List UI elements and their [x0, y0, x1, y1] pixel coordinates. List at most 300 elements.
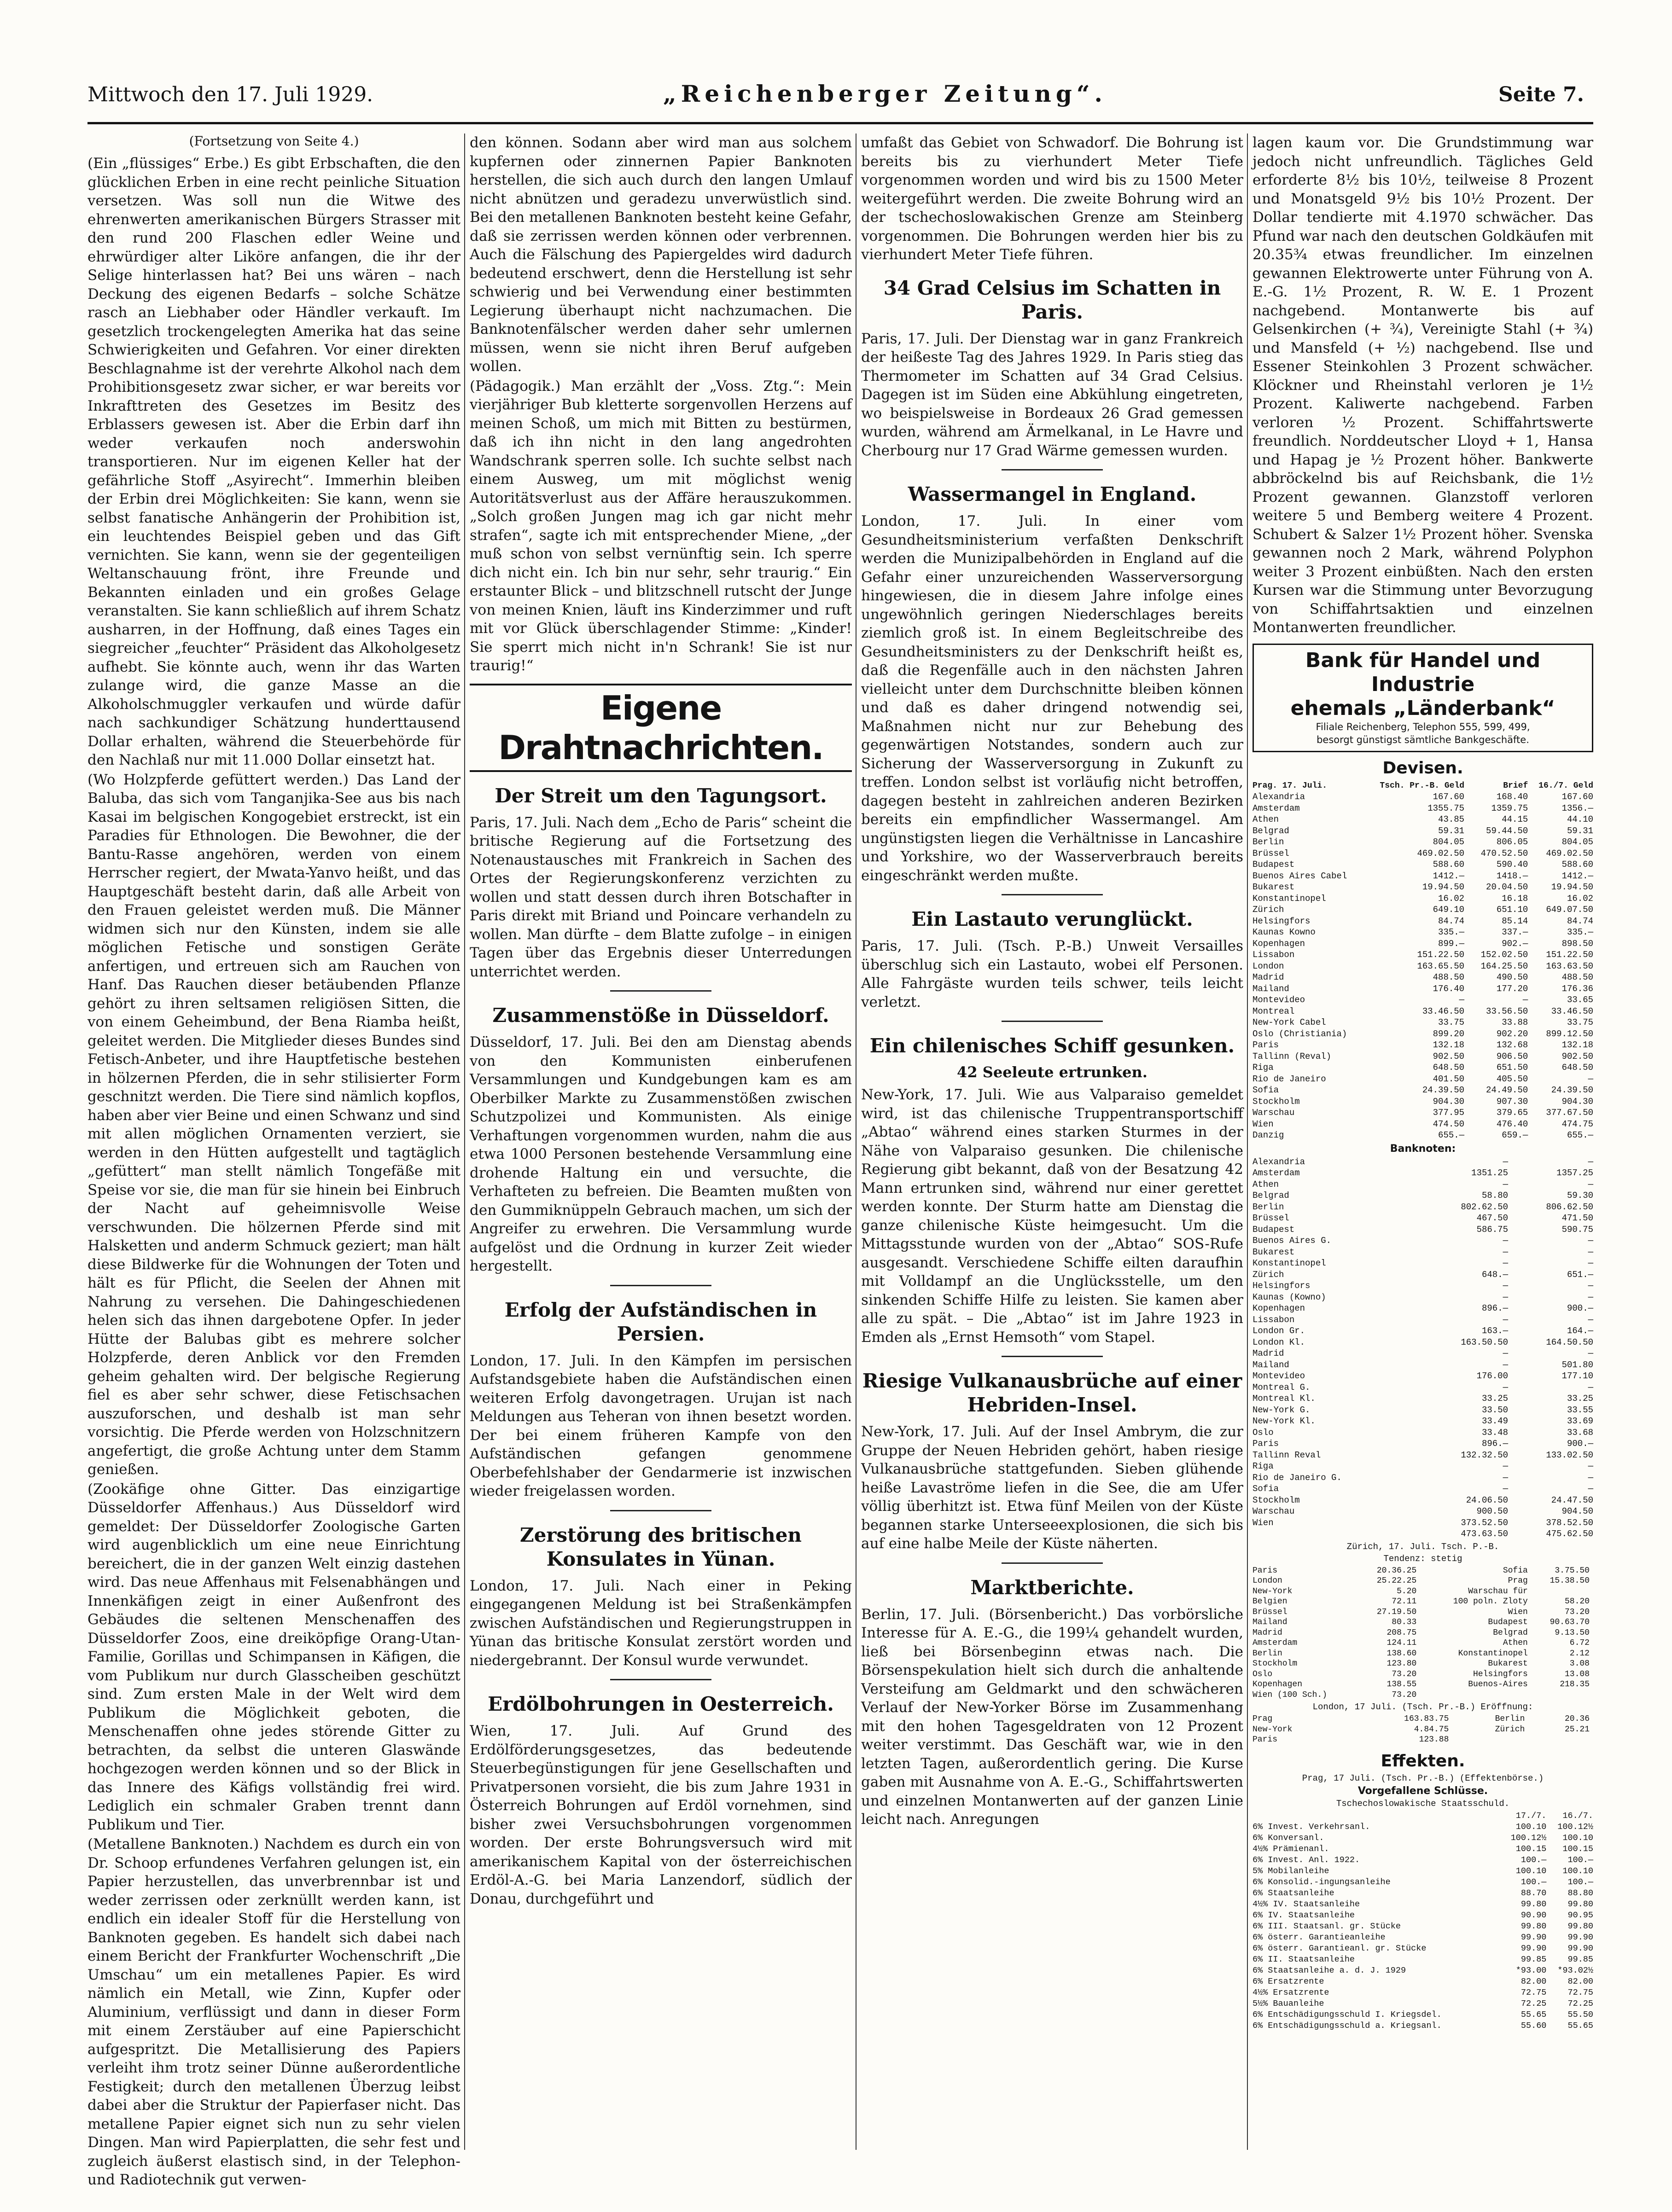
effekten-row	[1253, 1932, 1593, 1943]
banknoten-row	[1253, 1224, 1593, 1236]
london-row-cell: 123.88	[1419, 1735, 1449, 1744]
zuerich-row-cell: 73.20	[1392, 1690, 1417, 1700]
banknoten-row-cell: 33.68	[1567, 1427, 1593, 1438]
devisen-row	[1253, 994, 1593, 1006]
bank-address: Filiale Reichenberg, Telephon 555, 599, 499,	[1316, 721, 1530, 732]
banknoten-row-cell: 651.—	[1567, 1269, 1593, 1280]
zuerich-row-cell	[1532, 1586, 1593, 1597]
devisen-row	[1253, 983, 1593, 995]
article-text: London, 17. Juli. In einer vom Gesundheitsministerium verfaßten Denkschrift werden die Munizipalbehörden in England auf die Gefahr einer unzureichenden Wasserversorgung hingewiesen, die in diesem Jahre infolge eines ungewöhnlich geringen Niederschlages bereits ziemlich groß ist. In einem Begleitschreibe des Gesundheitsministers zu der Denkschrift heißt es, daß die Regenfälle auch in den nächsten Jahren vielleicht unter dem Durchschnitte bleiben können und daß es daher dringend notwendig sei, Maßnahmen nicht nur zur Behebung des gegenwärtigen Notstandes, sondern auch zur Sicherung der Wasserversorgung in Zukunft zu treffen. London selbst ist vorläufig nicht betroffen, dagegen besteht in zahlreichen anderen Bezirken bereits ein empfindlicher Wassermangel. Am ungünstigsten liegen die Verhältnisse in Lancashire und Yorkshire, wo der Wasserverbrauch bereits eingeschränkt werden mußte.	[861, 513, 1243, 884]
devisen-row-cell: 164.25.50	[1480, 961, 1528, 971]
zuerich-row-cell: Prag	[1508, 1576, 1528, 1585]
separator	[610, 1679, 711, 1680]
effekten-header-row	[1253, 1811, 1593, 1822]
effekten-row-cell: 100.15	[1515, 1844, 1547, 1854]
effekten-row-cell: 88.70	[1521, 1888, 1547, 1898]
separator	[1002, 1562, 1103, 1564]
article-text: New-York, 17. Juli. Auf der Insel Ambrym, die zur Gruppe der Neuen Hebriden gehört, haben riesige Vulkanausbrüche stattgefunden. Sieben glühende heiße Lavaströme liefen in die See, die am Ufer völlig überhitzt ist. Etwa fünf Meilen von der Küste begannen starke Unterseeexplosionen, die sich bis auf eine halbe Meile der Küste näherten.	[861, 1423, 1243, 1552]
devisen-row	[1253, 814, 1593, 825]
article-paragraph: (Ein „flüssiges“ Erbe.) Es gibt Erbschaften, die den glücklichen Erben in eine recht peinliche Situation versetzen. Was soll nun die Witwe des ehrenwerten amerikanischen Bürgers Strasser mit den rund 200 Flaschen edler Weine und ehrwürdiger alter Liköre anfangen, die ihr der Selige hinterlassen hat? Bei uns wären – nach Deckung des eigenen Bedarfs – solche Schätze rasch an Liebhaber oder Händler verkauft. Im gesetzlich trockengelegten Amerika hat das seine Schwierigkeiten und Gefahren. Vor einer direkten Beschlagnahme ist der verehrte Alkohol nach dem Prohibitionsgesetz zwar sicher, er war bereits vor Inkrafttreten des Gesetzes im Besitz des Erblassers gewesen ist. Aber die Erbin darf ihn weder verkaufen noch anderswohin transportieren. Nur im eigenen Keller hat der gefährliche Stoff „Asyirecht“. Immerhin bleiben der Erbin drei Möglichkeiten: Sie kann, wenn sie selbst fanatische Anhängerin der Prohibition ist, ein leuchtendes Beispiel geben und das Gift vernichten. Sie kann, wenn sie der gegenteiligen Weltanschauung frönt, ihre Freunde und Bekannten einladen und ein großes Gelage veranstalten. Sie kann schließlich auf ihrem Schatz ausharren, in der Hoffnung, daß eines Tages ein siegreicher „feuchter“ Präsident das Alkoholgesetz aufhebt. Sie könnte auch, wenn ihr das Warten zulange wird, die ganze Masse an die Alkoholschmuggler verkaufen und würde dafür nach sachkundiger Schätzung hunderttausend Dollar erhalten, während die Steuerbehörde für den Nachlaß nur mit 11.000 Dollar einsetzt hat.	[87, 155, 460, 768]
banknoten-row-cell: 33.49	[1481, 1416, 1508, 1426]
devisen-row-cell: 132.68	[1496, 1040, 1528, 1050]
banknoten-row-cell: —	[1588, 1292, 1593, 1302]
effekten-table	[1253, 1811, 1593, 2032]
effekten-row	[1253, 1987, 1593, 1998]
effekten-row	[1253, 1965, 1593, 1976]
devisen-row-cell: 1412.—	[1561, 871, 1593, 881]
effekten-row-cell: 72.75	[1521, 1987, 1547, 1997]
banknoten-row	[1253, 1517, 1593, 1529]
banknoten-row-cell: 648.—	[1481, 1269, 1508, 1280]
banknoten-row-cell: Warschau	[1253, 1506, 1295, 1516]
zuerich-row	[1253, 1586, 1593, 1597]
zuerich-row-cell: Oslo	[1253, 1669, 1273, 1679]
zuerich-title: Zürich, 17. Juli. Tsch. P.-B.	[1346, 1541, 1499, 1552]
article-text: Paris, 17. Juli. Nach dem „Echo de Paris“ scheint die britische Regierung auf die Fortsetzung des Notenaustausches mit Frankreich in Sachen des Ortes der Regierungskonferenz verzichten zu wollen und statt dessen durch ihren Botschafter in Paris direkt mit Briand und Poincare verhandeln zu wollen. Man dürfte – dem Blatte zufolge – in einigen Tagen über das Ergebnis dieser Unterredungen unterrichtet werden.	[470, 814, 852, 980]
zuerich-row	[1253, 1628, 1593, 1638]
column-3	[861, 134, 1243, 2150]
devisen-row-cell: 33.65	[1567, 995, 1593, 1005]
devisen-row-cell: 379.65	[1496, 1108, 1528, 1118]
banknoten-row-cell: 896.—	[1481, 1303, 1508, 1313]
banknoten-row-cell: 33.50	[1481, 1405, 1508, 1415]
devisen-row-cell: 906.50	[1496, 1051, 1528, 1062]
article-text: Düsseldorf, 17. Juli. Bei den am Dienstag abends von den Kommunisten einberufenen Versammlungen und Kundgebungen kam es am Oberbilker Markte zu Zusammenstößen zwischen Schutzpolizei und Kommunisten. Als einige Verhaftungen vorgenommen wurden, nahm die aus etwa 1000 Personen bestehende Versammlung eine drohende Haltung ein und versuchte, die Verhafteten zu befreien. Die Beamten mußten von den Gummiknüppeln Gebrauch machen, um sich der Angreifer zu erwehren. Die Versammlung wurde aufgelöst und die Ordnung in kurzer Zeit wieder hergestellt.	[470, 1034, 852, 1274]
devisen-row-cell: 469.02.50	[1546, 848, 1593, 859]
zuerich-row-cell: London	[1253, 1576, 1282, 1585]
devisen-row-cell: 655.—	[1567, 1130, 1593, 1140]
devisen-row-cell: 44.10	[1567, 814, 1593, 824]
effekten-row	[1253, 1954, 1593, 1965]
zuerich-row-cell: Warschau für	[1468, 1586, 1528, 1596]
effekten-row-cell: 6% österr. Garantieanl. gr. Stücke	[1253, 1943, 1427, 1953]
devisen-row-cell: Belgrad	[1253, 825, 1289, 836]
zuerich-row-cell	[1532, 1690, 1593, 1701]
effekten-row-cell: 99.90	[1567, 1943, 1593, 1953]
banknoten-row-cell: Rio de Janeiro G.	[1253, 1472, 1342, 1483]
devisen-row-cell: 33.56.50	[1486, 1006, 1528, 1016]
devisen-row-cell: 1359.75	[1491, 803, 1528, 813]
banknoten-row-cell	[1253, 1528, 1423, 1540]
devisen-row	[1253, 1096, 1593, 1108]
effekten-row-cell: 6% Staatsanleihe	[1253, 1888, 1334, 1898]
effekten-row-cell: 72.25	[1567, 1998, 1593, 2009]
devisen-row-cell: 899.12.50	[1546, 1028, 1593, 1039]
effekten-row-cell: 6% Konsolid.-ingungsanleihe	[1253, 1877, 1391, 1887]
devisen-row-cell: 804.05	[1433, 837, 1465, 847]
banknoten-row-cell: 1351.25	[1471, 1168, 1508, 1178]
devisen-row-cell: 163.65.50	[1417, 961, 1465, 971]
devisen-row-cell: 59.31	[1438, 825, 1465, 836]
newspaper-name: „Reichenberger Zeitung“.	[663, 80, 1107, 107]
zuerich-row-cell: Wien	[1508, 1607, 1528, 1617]
article-headline: 34 Grad Celsius im Schatten in Paris.	[883, 276, 1221, 323]
london-row	[1253, 1714, 1593, 1724]
effekten-row-cell: 55.50	[1567, 2009, 1593, 2020]
banknoten-row	[1253, 1258, 1593, 1269]
banknoten-row	[1253, 1348, 1593, 1359]
banknoten-row-cell: 590.75	[1561, 1224, 1593, 1235]
effekten-row-cell: 4½% IV. Staatsanleihe	[1253, 1899, 1360, 1909]
banknoten-row-cell: 586.75	[1476, 1224, 1508, 1235]
devisen-row-cell: 649.10	[1433, 905, 1465, 915]
bank-service: besorgt günstigst sämtliche Bankgeschäfte.	[1317, 734, 1529, 745]
zuerich-row-cell: 2.12	[1569, 1649, 1590, 1658]
banknoten-row-cell: 177.10	[1561, 1371, 1593, 1381]
banknoten-row-cell: 471.50	[1561, 1213, 1593, 1223]
effekten-row-cell: 72.75	[1567, 1987, 1593, 1997]
london-row-cell: New-York	[1253, 1724, 1293, 1734]
zuerich-row-cell: Bukarest	[1488, 1659, 1528, 1668]
devisen-row-cell: 902.—	[1502, 938, 1528, 949]
banknoten-row	[1253, 1337, 1593, 1348]
zuerich-table	[1253, 1566, 1593, 1701]
banknoten-row-cell: 475.62.50	[1546, 1529, 1593, 1539]
effekten-row-cell: 90.90	[1521, 1910, 1547, 1920]
effekten-row-cell: 6% Staatsanleihe a. d. J. 1929	[1253, 1965, 1406, 1975]
effekten-title: Effekten.	[1381, 1751, 1465, 1771]
devisen-row-cell: 904.30	[1561, 1096, 1593, 1107]
effekten-row-cell: 6% Invest. Anl. 1922.	[1253, 1855, 1360, 1865]
effekten-row-cell: 6% III. Staatsanl. gr. Stücke	[1253, 1921, 1401, 1931]
banknoten-row-cell: —	[1588, 1236, 1593, 1246]
devisen-row	[1253, 961, 1593, 972]
effekten-row-cell: 99.80	[1567, 1899, 1593, 1909]
devisen-row-cell: 1418.—	[1496, 871, 1528, 881]
devisen-row	[1253, 1051, 1593, 1062]
devisen-row-cell: 898.50	[1561, 938, 1593, 949]
zuerich-row-cell: Belgrad	[1493, 1628, 1528, 1637]
banknoten-row-cell: 900.50	[1476, 1506, 1508, 1516]
devisen-row-cell: 651.10	[1496, 905, 1528, 915]
devisen-row-cell: 44.15	[1502, 814, 1528, 824]
banknoten-row	[1253, 1495, 1593, 1506]
effekten-row-cell: 5½% Bauanleihe	[1253, 1998, 1324, 2009]
effekten-row-cell: 100.12½	[1510, 1833, 1547, 1843]
banknoten-row-cell: —	[1503, 1382, 1508, 1393]
devisen-row-cell: 488.50	[1561, 972, 1593, 982]
devisen-row-cell: 59.31	[1567, 825, 1593, 836]
zuerich-row-cell: 25.22.25	[1376, 1576, 1417, 1585]
zuerich-row-cell: New-York	[1253, 1586, 1293, 1596]
banknoten-row	[1253, 1247, 1593, 1258]
devisen-row-cell: Paris	[1253, 1040, 1279, 1050]
banknoten-row-cell: Mailand	[1253, 1359, 1289, 1370]
effekten-row	[1253, 1877, 1593, 1888]
devisen-row-cell: 899.—	[1438, 938, 1465, 949]
effekten-row-cell: 99.85	[1567, 1954, 1593, 1964]
zuerich-row-cell: Mailand	[1253, 1618, 1287, 1627]
devisen-row-cell: 33.46.50	[1551, 1006, 1593, 1016]
banknoten-row	[1253, 1427, 1593, 1439]
london-row-cell	[1528, 1735, 1593, 1745]
effekten-row-cell: 82.00	[1521, 1976, 1547, 1986]
banknoten-row-cell: Budapest	[1253, 1224, 1295, 1235]
banknoten-row-cell: —	[1503, 1247, 1508, 1257]
devisen-row-cell: 474.75	[1561, 1119, 1593, 1129]
effekten-row-cell: 6% österr. Garantieanleihe	[1253, 1932, 1386, 1942]
devisen-row-cell: 651.50	[1496, 1062, 1528, 1073]
banknoten-row-cell: —	[1588, 1179, 1593, 1190]
devisen-header-row	[1253, 780, 1593, 792]
effekten-row-cell: 88.80	[1567, 1888, 1593, 1898]
effekten-subheader-2: Tschechoslowakische Staatsschuld.	[1336, 1798, 1510, 1809]
zuerich-row	[1253, 1659, 1593, 1669]
devisen-row-cell: 588.60	[1433, 859, 1465, 870]
zuerich-row-cell: 90.63.70	[1550, 1618, 1590, 1627]
column-4	[1253, 134, 1593, 2150]
zuerich-row-cell: 124.11	[1387, 1638, 1417, 1648]
effekten-row	[1253, 2009, 1593, 2020]
london-row-cell: Paris	[1253, 1735, 1278, 1744]
article-paragraph: (Metallene Banknoten.) Nachdem es durch ein von Dr. Schoop erfundenes Verfahren gelungen ist, ein Papier herzustellen, das unverbrennbar ist und weder zerrissen oder zerknüllt werden kann, ist endlich ein idealer Stoff für die Herstellung von Banknoten gegeben. Es handelt sich dabei nach einem Bericht der Frankfurter Wochenschrift „Die Umschau“ um ein metallenes Papier. Es wird nämlich ein Metall, wie Zinn, Kupfer oder Aluminium, verflüssigt und dann in dieser Form mit einem Zerstäuber auf eine Papierschicht aufgespritzt. Die Metallisierung des Papiers verleiht ihm trotz seiner Dünne außerordentliche Festigkeit; durch den metallenen Überzug leibst dabei aber die Struktur der Papierfaser nicht. Das metallene Papier eignet sich nun zu sehr vielen Dingen. Man wird Papierplatten, die sehr fest und zugleich äußerst elastisch sind, in der Telephon- und Radiotechnik gut verwen-	[87, 1836, 460, 2188]
banknoten-row-cell: Riga	[1253, 1461, 1274, 1471]
banknoten-row-cell: 58.80	[1481, 1190, 1508, 1201]
devisen-row-cell: Sofia	[1253, 1085, 1279, 1095]
banknoten-row-cell: 904.50	[1561, 1506, 1593, 1516]
devisen-row-cell: 659.—	[1502, 1130, 1528, 1140]
zuerich-row	[1253, 1638, 1593, 1649]
devisen-row	[1253, 836, 1593, 848]
devisen-title: Devisen.	[1382, 758, 1463, 778]
banknoten-row-cell: —	[1588, 1484, 1593, 1494]
devisen-row	[1253, 825, 1593, 837]
london-table	[1253, 1714, 1593, 1745]
devisen-row-cell: Tallinn (Reval)	[1253, 1051, 1332, 1062]
zuerich-row	[1253, 1669, 1593, 1680]
effekten-row-cell: 99.90	[1521, 1932, 1547, 1942]
banknoten-row-cell: 33.48	[1481, 1427, 1508, 1438]
devisen-row-cell: 151.22.50	[1417, 950, 1465, 960]
banknoten-row-cell: —	[1503, 1156, 1508, 1167]
devisen-row	[1253, 938, 1593, 950]
devisen-row	[1253, 893, 1593, 905]
london-row-cell: 4.84.75	[1414, 1724, 1449, 1734]
effekten-row	[1253, 1866, 1593, 1877]
zuerich-row-cell: 123.80	[1387, 1659, 1417, 1668]
effekten-row	[1253, 2020, 1593, 2032]
effekten-header-cell: 17./7.	[1515, 1811, 1547, 1821]
banknoten-row-cell: Kaunas (Kowno)	[1253, 1292, 1326, 1302]
article-paragraph: (Pädagogik.) Man erzählt der „Voss. Ztg.“: Mein vierjähriger Bub kletterte sorgenvollen Herzens auf meinen Schoß, um mich mit Bitten zu bestürmen, daß ich ihn nicht in den lang angedrohten Wandschrank sperren solle. Ich suchte selbst nach einem Ausweg, um mit möglichst wenig Autoritätsverlust aus der Affäre herauszukommen. „Solch großen Jungen mag ich gar nicht mehr strafen“, sagte ich mit entsprechender Miene, „der muß schon von selbst vernünftig sein. Ich sperre dich nicht ein. Ich bin nur sehr, sehr traurig.“ Ein erstaunter Blick – und blitzschnell rutscht der Junge von meinen Knien, läuft ins Kinderzimmer und ruft mit vor Glück überschlagender Stimme: „Kinder! Sie sperrt mich nicht in'n Schrank! Sie ist nur traurig!“	[470, 377, 852, 674]
devisen-row-cell: 24.49.50	[1486, 1085, 1528, 1095]
devisen-row-cell: 488.50	[1433, 972, 1465, 982]
effekten-row-cell: 100.—	[1567, 1877, 1593, 1887]
london-row-cell: Zürich	[1495, 1724, 1525, 1734]
devisen-row-cell: Mailand	[1253, 983, 1289, 994]
article-paragraph: (Wo Holzpferde gefüttert werden.) Das Land der Baluba, das sich vom Tanganjika-See aus bis nach Kasai im belgischen Kongogebiet erstreckt, ist ein Paradies für Ethnologen. Die Bewohner, die der Bantu-Rasse angehören, werden von einem Herrscher regiert, der Mwata-Yanvo heißt, und das Hauptgeschäft besteht darin, daß alle Arbeit von den Frauen geleistet werden muß. Die Männer widmen sich nur den Künsten, indem sie alle möglichen Fetische und sonstigen Geräte anfertigen, und ertreuen sich am Rauchen von Hanf. Das Rauchen dieser betäubenden Pflanze gehört zu ihren seltsamen religiösen Sitten, die von einem Geheimbund, der Bena Riamba heißt, geleitet werden. Die Mitglieder dieses Bundes sind Fetisch-Anbeter, und ihre Hauptfetische bestehen in hölzernen Pferden, die in sehr stilisierter Form geschnitzt werden. Die Tiere sind nämlich kopflos, haben aber vier Beine und einen Schwanz und sind mit allen möglichen Ornamenten verziert, sie werden in den Hütten aufgestellt und tagtäglich „gefüttert“ man stellt nämlich Tongefäße mit Speise vor sie, die man für sie hinein bei Einbruch der Nacht auf geheimnisvolle Weise verschwunden. Die hölzernen Pferde sind mit Halsketten und anderm Schmuck geziert; man hält diese Bildwerke für die Wohnungen der Toten und hält es für Pflicht, die Seelen der Ahnen mit Nahrung zu versehen. Die Dahingeschiedenen helen sich das ihnen dargebotene Opfer. In jeder Hütte der Balubas gibt es mehrere solcher Holzpferde, deren Anblick vor den Fremden geheim gehalten wird. Der belgische Regierung fiel es aber sehr schwer, diese Fetischsachen auszuforschen, und deshalb ist man sehr vorsichtig. Die Pferde werden von Holzschnitzern angefertigt, die große Achtung unter dem Stamm genießen.	[87, 771, 460, 1478]
zuerich-row-cell: Wien (100 Sch.)	[1253, 1690, 1328, 1700]
banknoten-row-cell: 33.55	[1567, 1405, 1593, 1415]
article-text: London, 17. Juli. In den Kämpfen im persischen Aufstandsgebiete haben die Aufständischen einen weiteren Erfolg davongetragen. Urujan ist nach Meldungen aus Teheran von ihnen besetzt worden. Der bei einem früheren Kampfe von den Aufständischen gefangen genommene Oberbefehlshaber der Gendarmerie ist inzwischen wieder freigelassen worden.	[470, 1352, 852, 1499]
effekten-row	[1253, 1844, 1593, 1855]
zuerich-row-cell: Madrid	[1253, 1628, 1282, 1637]
devisen-row-cell: 335.—	[1567, 927, 1593, 937]
banknoten-row-cell: Konstantinopel	[1253, 1258, 1326, 1268]
devisen-row	[1253, 904, 1593, 916]
banknoten-row-cell: Belgrad	[1253, 1190, 1289, 1201]
devisen-row-cell: Konstantinopel	[1253, 893, 1326, 904]
banknoten-row-cell: Montevideo	[1253, 1371, 1305, 1381]
effekten-row	[1253, 1833, 1593, 1844]
article-paragraph: den können. Sodann aber wird man aus solchem kupfernen oder zinnernen Papier Banknoten herstellen, die sich auch durch den langen Umlauf nicht abnützen und geradezu unverwüstlich sind. Bei den metallenen Banknoten besteht keine Gefahr, daß sie zerrissen werden können oder verbrennen. Auch die Fälschung des Papiergeldes wird dadurch bedeutend erschwert, denn die Herstellung ist sehr schwierig und bei Verwendung einer bestimmten Legierung überhaupt nicht nachzumachen. Die Banknotenfälscher werden daher sehr umlernen müssen, wenn sie nicht ihren Beruf aufgeben wollen.	[470, 134, 852, 375]
devisen-row-cell: 59.44.50	[1486, 825, 1528, 836]
banknoten-row	[1253, 1472, 1593, 1484]
effekten-header: Prag, 17 Juli. (Tsch. Pr.-B.) (Effektenbörse.)	[1302, 1773, 1544, 1783]
zuerich-row-cell: 138.60	[1387, 1649, 1417, 1658]
devisen-row-cell: 474.50	[1433, 1119, 1465, 1129]
effekten-row-cell: 100.12½	[1557, 1822, 1593, 1832]
banknoten-row-cell: Lissabon	[1253, 1314, 1295, 1325]
zuerich-row-cell: Sofia	[1503, 1566, 1528, 1575]
banknoten-row-cell: Wien	[1253, 1517, 1274, 1528]
devisen-row-cell: New-York Cabel	[1253, 1017, 1326, 1028]
effekten-row-cell: 100.10	[1562, 1833, 1593, 1843]
devisen-row	[1253, 1006, 1593, 1017]
zuerich-row-cell: 20.36.25	[1376, 1566, 1417, 1575]
devisen-row	[1253, 1107, 1593, 1119]
zuerich-row-cell: 72.11	[1392, 1597, 1417, 1606]
banknoten-row-cell: —	[1503, 1179, 1508, 1190]
zuerich-row	[1253, 1649, 1593, 1659]
banknoten-row-cell: 806.62.50	[1546, 1202, 1593, 1212]
banknoten-row-cell: 1357.25	[1556, 1168, 1593, 1178]
effekten-row-cell: 5% Mobilanleihe	[1253, 1866, 1329, 1876]
devisen-row-cell: Danzig	[1253, 1130, 1284, 1140]
zuerich-row	[1253, 1679, 1593, 1690]
devisen-row-cell: 648.50	[1433, 1062, 1465, 1073]
article-headline: Wassermangel in England.	[908, 483, 1197, 505]
effekten-row-cell: 6% Konversanl.	[1253, 1833, 1324, 1843]
devisen-row-cell: 588.60	[1561, 859, 1593, 870]
devisen-row-cell: Brüssel	[1253, 848, 1289, 859]
effekten-row-cell: 55.65	[1567, 2020, 1593, 2031]
banknoten-row-cell: 900.—	[1567, 1439, 1593, 1449]
devisen-header-cell: Brief	[1503, 781, 1528, 790]
continuation-note: (Fortsetzung von Seite 4.)	[189, 134, 359, 149]
devisen-row-cell: 43.85	[1438, 814, 1465, 824]
banknoten-row-cell: Madrid	[1253, 1348, 1284, 1359]
devisen-row-cell: London	[1253, 961, 1284, 971]
banknoten-row	[1253, 1416, 1593, 1427]
devisen-row	[1253, 848, 1593, 859]
banknoten-row-cell: London Gr.	[1253, 1326, 1305, 1336]
zuerich-row-cell: 80.33	[1392, 1618, 1417, 1627]
devisen-row	[1253, 1085, 1593, 1096]
london-row-cell: 163.83.75	[1404, 1714, 1449, 1724]
banknoten-row-cell: —	[1503, 1292, 1508, 1302]
devisen-row-cell: Lissabon	[1253, 950, 1295, 960]
devisen-row-cell: 335.—	[1438, 927, 1465, 937]
zuerich-row-cell: 100 poln. Zloty	[1453, 1597, 1528, 1606]
banknoten-row-cell: Oslo	[1253, 1427, 1274, 1438]
zuerich-row	[1253, 1617, 1593, 1628]
devisen-row-cell: Wien	[1253, 1119, 1274, 1129]
devisen-row	[1253, 1028, 1593, 1040]
devisen-row-cell: 806.05	[1496, 837, 1528, 847]
article-paragraph: lagen kaum vor. Die Grundstimmung war jedoch nicht unfreundlich. Tägliches Geld erforderte 8½ bis 10½, teilweise 8 Prozent und Monatsgeld 9½ bis 10½ Prozent. Der Dollar tendierte mit 4.1970 schwächer. Das Pfund war nach den deutschen Goldkäufen mit 20.35¾ etwas freundlicher. Im einzelnen gewannen Elektrowerte unter Führung von A. E.-G. 1½ Prozent, R. W. E. 1 Prozent nachgebend. Montanwerte bis auf Gelsenkirchen (+ ¾), Vereinigte Stahl (+ ¾) und Mansfeld (+ ½) nachgebend. Ilse und Essener Steinkohlen 3 Prozent schwächer. Klöckner und Rheinstahl verloren je 1½ Prozent. Kaliwerte nachgebend. Farben verloren ½ Prozent. Schiffahrtswerte freundlich. Norddeutscher Lloyd + 1, Hansa und Hapag je ½ Prozent höher. Bankwerte abbröckelnd bis auf Reichsbank, die 1½ Prozent gewannen. Glanzstoff verloren weitere 5 und Bemberg weitere 4 Prozent. Schubert & Salzer 1½ Prozent höher. Svenska gewannen noch 2 Mark, während Polyphon weiter 3 Prozent einbüßten. Nach den ersten Kursen war die Stimmung unter Bevorzugung von Schiffahrtsaktien und einzelnen Montanwerten freundlicher.	[1253, 134, 1593, 636]
devisen-row-cell: 24.39.50	[1551, 1085, 1593, 1095]
banknoten-row-cell: 59.30	[1567, 1190, 1593, 1201]
devisen-row-cell: 167.60	[1561, 792, 1593, 802]
devisen-row-cell: 902.50	[1561, 1051, 1593, 1062]
effekten-row-cell: 99.80	[1521, 1921, 1547, 1931]
banknoten-row-cell: 33.69	[1567, 1416, 1593, 1426]
banknoten-row	[1253, 1292, 1593, 1303]
devisen-row	[1253, 803, 1593, 814]
banknoten-row-cell: Athen	[1253, 1179, 1279, 1190]
banknoten-row	[1253, 1190, 1593, 1202]
banknoten-row	[1253, 1359, 1593, 1371]
devisen-row-cell: 132.18	[1561, 1040, 1593, 1050]
devisen-row-cell: —	[1522, 995, 1528, 1005]
devisen-row-cell: Athen	[1253, 814, 1279, 824]
zuerich-row-cell: Athen	[1503, 1638, 1528, 1648]
banknoten-row	[1253, 1528, 1593, 1540]
banknoten-row-cell: —	[1588, 1472, 1593, 1483]
devisen-row-cell: Bukarest	[1253, 882, 1295, 892]
london-row-cell: Prag	[1253, 1714, 1273, 1724]
devisen-row	[1253, 1039, 1593, 1051]
banknoten-row-cell: —	[1588, 1382, 1593, 1393]
devisen-row	[1253, 949, 1593, 961]
devisen-row-cell: Zürich	[1253, 905, 1284, 915]
devisen-row-cell: Montevideo	[1253, 995, 1305, 1005]
devisen-row-cell: Kaunas Kowno	[1253, 927, 1316, 937]
zuerich-subtitle: Tendenz: stetig	[1383, 1553, 1462, 1564]
devisen-row-cell: 151.22.50	[1546, 950, 1593, 960]
zuerich-row-cell: 58.20	[1564, 1597, 1590, 1606]
devisen-row-cell: 152.02.50	[1480, 950, 1528, 960]
banknoten-row-cell: 900.—	[1567, 1303, 1593, 1313]
bank-name: Bank für Handel und Industrie	[1305, 648, 1541, 696]
banknoten-row-cell: —	[1588, 1314, 1593, 1325]
banknoten-row-cell: —	[1588, 1281, 1593, 1291]
effekten-row	[1253, 1998, 1593, 2009]
banknoten-row-cell: 164.—	[1567, 1326, 1593, 1336]
banknoten-table	[1253, 1156, 1593, 1540]
banknoten-row	[1253, 1461, 1593, 1472]
zuerich-row-cell: 73.20	[1392, 1669, 1417, 1679]
article-paragraph: (Zookäfige ohne Gitter. Das einzigartige Düsseldorfer Affenhaus.) Aus Düsseldorf wird gemeldet: Der Düsseldorfer Zoologische Garten wird augenblicklich um eine neue Einrichtung bereichert, die in der ganzen Welt einzig dastehen wird. Das neue Affenhaus mit Felsenabhängen und Innenkäfigen zeigt in einer Außenfront des Gebäudes die seltenen Menschenaffen des Düsseldorfer Zoos, eine dreiköpfige Orang-Utan-Familie, Gorillas und Schimpansen in Käfigen, die vom Publikum nur durch Glasscheiben geschützt sind. Zum ersten Male in der Welt wird dem Publikum die Möglichkeit geboten, die Menschenaffen ohne jedes störende Gitter zu betrachten, da selbst die unteren Glaswände hochgezogen werden können und so der Blick in das Innere des Käfigs vollständig frei wird. Lediglich ein schmaler Graben trennt dann Publikum und Tier.	[87, 1480, 460, 1833]
devisen-row-cell: 902.20	[1496, 1028, 1528, 1039]
effekten-row	[1253, 1899, 1593, 1910]
banknoten-row-cell: —	[1588, 1258, 1593, 1268]
devisen-row-cell: 405.50	[1496, 1074, 1528, 1084]
devisen-row-cell: 33.88	[1502, 1017, 1528, 1028]
devisen-row-cell: 1355.75	[1427, 803, 1465, 813]
banknoten-row	[1253, 1202, 1593, 1213]
banknoten-row-cell: Montreal G.	[1253, 1382, 1311, 1393]
banknoten-row-cell: —	[1503, 1484, 1508, 1494]
column-rule	[464, 134, 465, 2150]
banknoten-row-cell: 33.25	[1567, 1393, 1593, 1404]
zuerich-row-cell: Konstantinopel	[1458, 1649, 1528, 1658]
banknoten-row	[1253, 1325, 1593, 1337]
banknoten-row-cell: —	[1588, 1156, 1593, 1167]
zuerich-row-cell: 73.20	[1564, 1607, 1590, 1617]
devisen-row-cell: 16.02	[1567, 893, 1593, 904]
devisen-row	[1253, 1062, 1593, 1074]
separator	[610, 1510, 711, 1511]
article-text: Paris, 17. Juli. (Tsch. P.-B.) Unweit Versailles überschlug sich ein Lastauto, wobei elf Personen. Alle Fahrgäste wurden teils schwer, teils leicht verletzt.	[861, 938, 1243, 1010]
separator	[1002, 469, 1103, 470]
effekten-row	[1253, 1855, 1593, 1866]
separator	[1002, 1356, 1103, 1357]
banknoten-row-cell: Montreal Kl.	[1253, 1393, 1316, 1404]
london-row-cell	[1452, 1735, 1528, 1745]
newspaper-page	[87, 69, 1593, 2188]
